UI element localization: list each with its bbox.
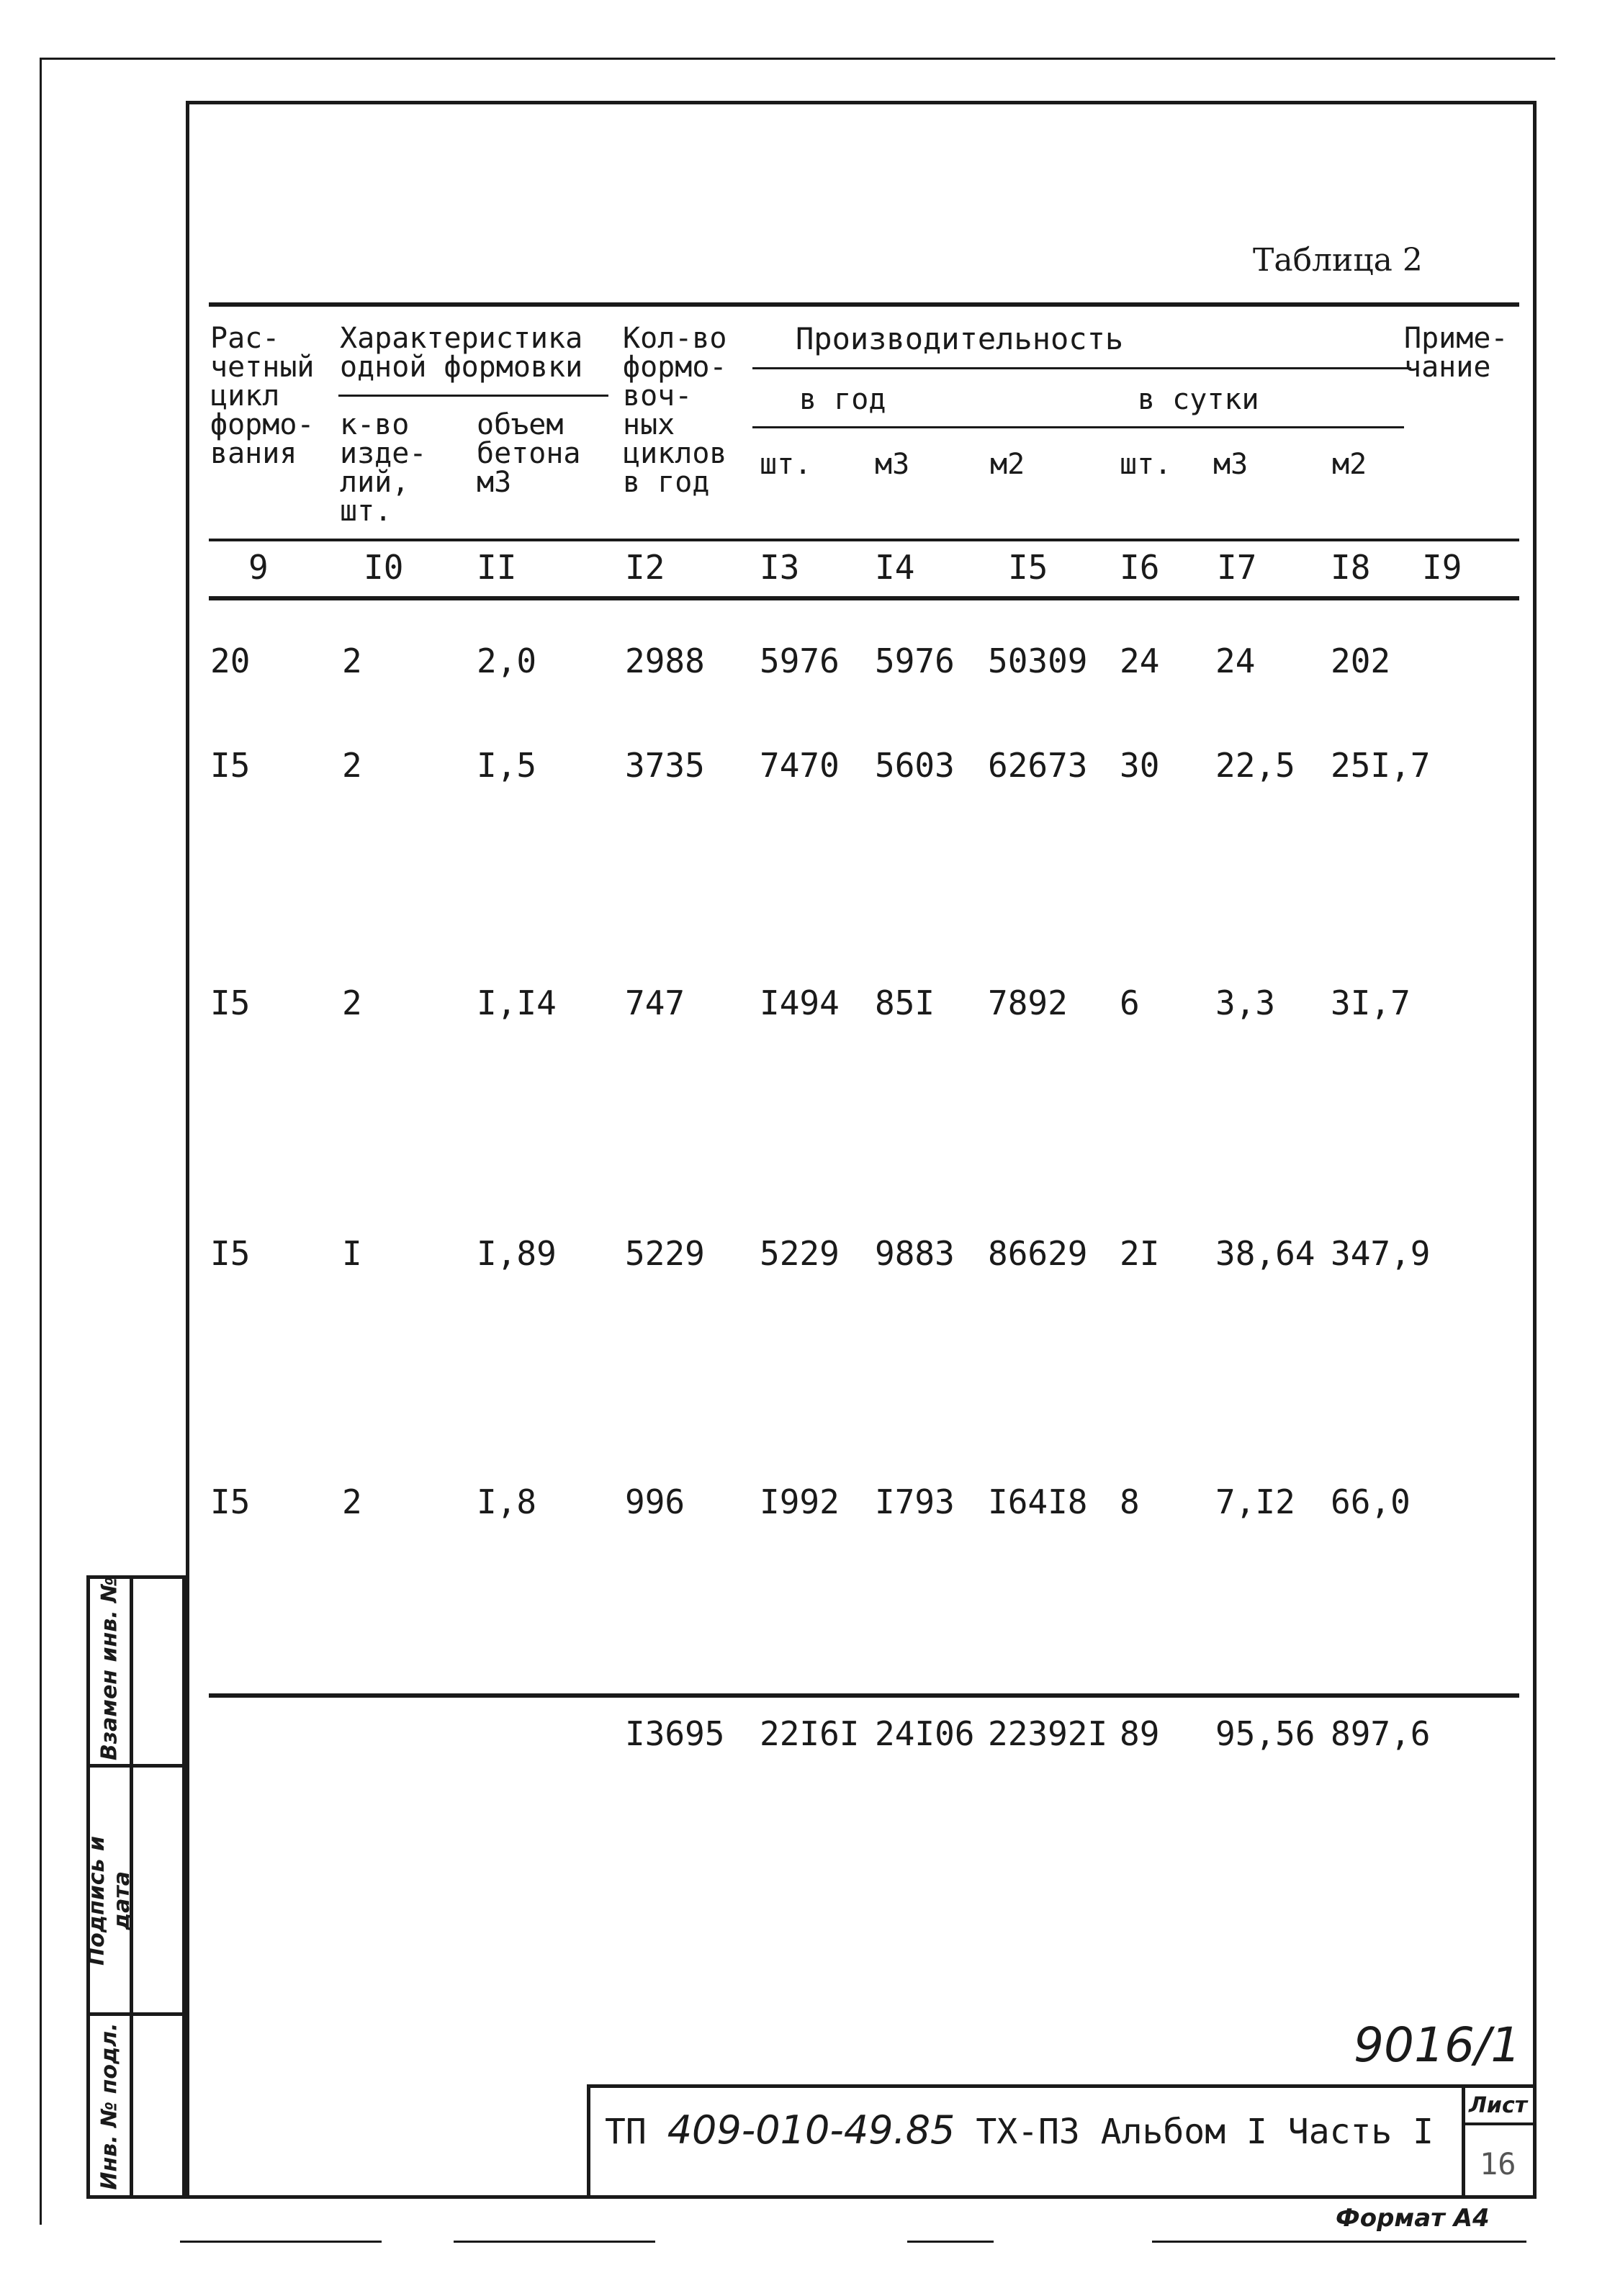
cell-year-m3: 5976: [875, 641, 955, 680]
colnum: II: [477, 548, 517, 587]
total-year-m2: 22392I: [988, 1714, 1108, 1753]
cell-count: 2988: [625, 641, 705, 680]
header-items: к-во изде- лий, шт.: [340, 408, 427, 528]
total-year-m3: 24I06: [875, 1714, 975, 1753]
cell-day-m3: 24: [1215, 641, 1256, 680]
cell-day-m3: 38,64: [1215, 1234, 1315, 1273]
table-row: [0, 641, 1615, 684]
title-block-sheet-rule: [1462, 2122, 1537, 2125]
cell-day-m2: 66,0: [1331, 1482, 1411, 1521]
cell-day-pcs: 6: [1120, 983, 1140, 1022]
cell-cycle: I5: [210, 983, 251, 1022]
cell-count: 996: [625, 1482, 685, 1521]
unit-year-m3: м3: [875, 448, 910, 481]
document-designation: [605, 2107, 1434, 2153]
cell-year-m3: I793: [875, 1482, 955, 1521]
cell-cycle: I5: [210, 1482, 251, 1521]
colnum: 9: [248, 548, 269, 587]
totals-row: [0, 1714, 1615, 1757]
table-row: [0, 1482, 1615, 1525]
header-count: Кол-во формо- воч- ных циклов в год: [623, 322, 727, 499]
header-characteristic: Характеристика одной формовки: [340, 322, 583, 384]
cell-volume: I,I4: [477, 983, 557, 1022]
cell-year-m3: 9883: [875, 1234, 955, 1273]
header-bottom-rule: [209, 539, 1519, 541]
cell-day-m3: 7,I2: [1215, 1482, 1295, 1521]
unit-year-m2: м2: [990, 448, 1025, 481]
cell-year-m3: 85I: [875, 983, 935, 1022]
cell-items: 2: [342, 983, 362, 1022]
table-header-top-rule: [209, 302, 1519, 307]
char-group-rule: [338, 395, 608, 397]
stamp-number: 9016/1: [1354, 2017, 1521, 2073]
colnum: I3: [760, 548, 800, 587]
cell-year-m2: 50309: [988, 641, 1088, 680]
colnum: I5: [1008, 548, 1048, 587]
side-label-signature-date: Подпись и дата: [84, 1836, 135, 1966]
cell-day-m2: 3I,7: [1331, 983, 1411, 1022]
bottom-edge-mark: [1152, 2241, 1526, 2243]
cell-year-pcs: 5229: [760, 1234, 840, 1273]
cell-volume: I,8: [477, 1482, 537, 1521]
total-year-pcs: 22I6I: [760, 1714, 860, 1753]
cell-year-pcs: 7470: [760, 746, 840, 785]
cell-count: 747: [625, 983, 685, 1022]
cell-day-m2: 347,9: [1331, 1234, 1431, 1273]
cell-day-pcs: 8: [1120, 1482, 1140, 1521]
unit-day-m2: м2: [1332, 448, 1367, 481]
colnum: I7: [1217, 548, 1257, 587]
table-row: [0, 983, 1615, 1026]
cell-day-pcs: 30: [1120, 746, 1160, 785]
outer-border-left: [40, 58, 42, 2225]
colnum: I6: [1120, 548, 1160, 587]
header-productivity: Производительность: [796, 321, 1124, 356]
cell-volume: 2,0: [477, 641, 537, 680]
cell-items: 2: [342, 641, 362, 680]
side-stamp-row-rule: [86, 1764, 186, 1768]
column-numbers-row: [0, 548, 1615, 587]
cell-volume: I,89: [477, 1234, 557, 1273]
cell-count: 3735: [625, 746, 705, 785]
header-per-year: в год: [799, 383, 886, 416]
colnum: I8: [1331, 548, 1371, 587]
bottom-edge-mark: [180, 2241, 382, 2243]
cell-year-m2: 7892: [988, 983, 1068, 1022]
bottom-edge-mark: [454, 2241, 655, 2243]
colnum: I4: [875, 548, 915, 587]
doc-prefix: ТП: [605, 2112, 647, 2152]
table-title: Таблица 2: [1253, 242, 1423, 279]
side-label-replaced-inv: Взамен инв. №: [96, 1576, 122, 1761]
doc-code: 409-010-49.85: [667, 2107, 955, 2153]
cell-items: 2: [342, 1482, 362, 1521]
cell-cycle: 20: [210, 641, 251, 680]
cell-day-m2: 202: [1331, 641, 1391, 680]
cell-year-pcs: 5976: [760, 641, 840, 680]
table-row: [0, 746, 1615, 788]
colnum: I2: [625, 548, 665, 587]
cell-year-m2: 86629: [988, 1234, 1088, 1273]
colnum: I9: [1422, 548, 1462, 587]
cell-day-m3: 22,5: [1215, 746, 1295, 785]
sheet-label: Лист: [1469, 2093, 1528, 2118]
cell-year-pcs: I494: [760, 983, 840, 1022]
cell-year-m2: I64I8: [988, 1482, 1088, 1521]
side-label-original-inv: Инв. № подл.: [96, 2022, 122, 2190]
header-per-day: в сутки: [1138, 383, 1259, 416]
total-day-m2: 897,6: [1331, 1714, 1431, 1753]
cell-day-m3: 3,3: [1215, 983, 1276, 1022]
doc-suffix: ТХ-ПЗ Альбом I Часть I: [976, 2112, 1434, 2152]
productivity-rule: [752, 367, 1411, 369]
header-cycle: Рас- четный цикл формо- вания: [210, 322, 315, 470]
total-count: I3695: [625, 1714, 725, 1753]
format-label: Формат А4: [1336, 2204, 1490, 2233]
colnum: I0: [364, 548, 404, 587]
total-day-pcs: 89: [1120, 1714, 1160, 1753]
unit-year-pcs: шт.: [760, 448, 812, 481]
unit-day-m3: м3: [1213, 448, 1249, 481]
cell-items: 2: [342, 746, 362, 785]
cell-year-pcs: I992: [760, 1482, 840, 1521]
cell-day-pcs: 24: [1120, 641, 1160, 680]
cell-day-m2: 25I,7: [1331, 746, 1431, 785]
cell-day-pcs: 2I: [1120, 1234, 1160, 1273]
total-day-m3: 95,56: [1215, 1714, 1315, 1753]
title-block-sheet-divider: [1462, 2084, 1465, 2199]
cell-cycle: I5: [210, 746, 251, 785]
cell-cycle: I5: [210, 1234, 251, 1273]
bottom-edge-mark: [907, 2241, 994, 2243]
cell-count: 5229: [625, 1234, 705, 1273]
cell-items: I: [342, 1234, 362, 1273]
cell-year-m2: 62673: [988, 746, 1088, 785]
outer-border-top: [40, 58, 1555, 60]
sheet-number: 16: [1480, 2146, 1516, 2182]
unit-day-pcs: шт.: [1120, 448, 1172, 481]
totals-rule: [209, 1693, 1519, 1698]
cell-year-m3: 5603: [875, 746, 955, 785]
colnum-bottom-rule: [209, 596, 1519, 600]
cell-volume: I,5: [477, 746, 537, 785]
year-day-rule: [752, 426, 1404, 428]
table-row: [0, 1234, 1615, 1277]
header-note: Приме- чание: [1404, 322, 1508, 384]
header-volume: объем бетона м3: [477, 408, 581, 499]
